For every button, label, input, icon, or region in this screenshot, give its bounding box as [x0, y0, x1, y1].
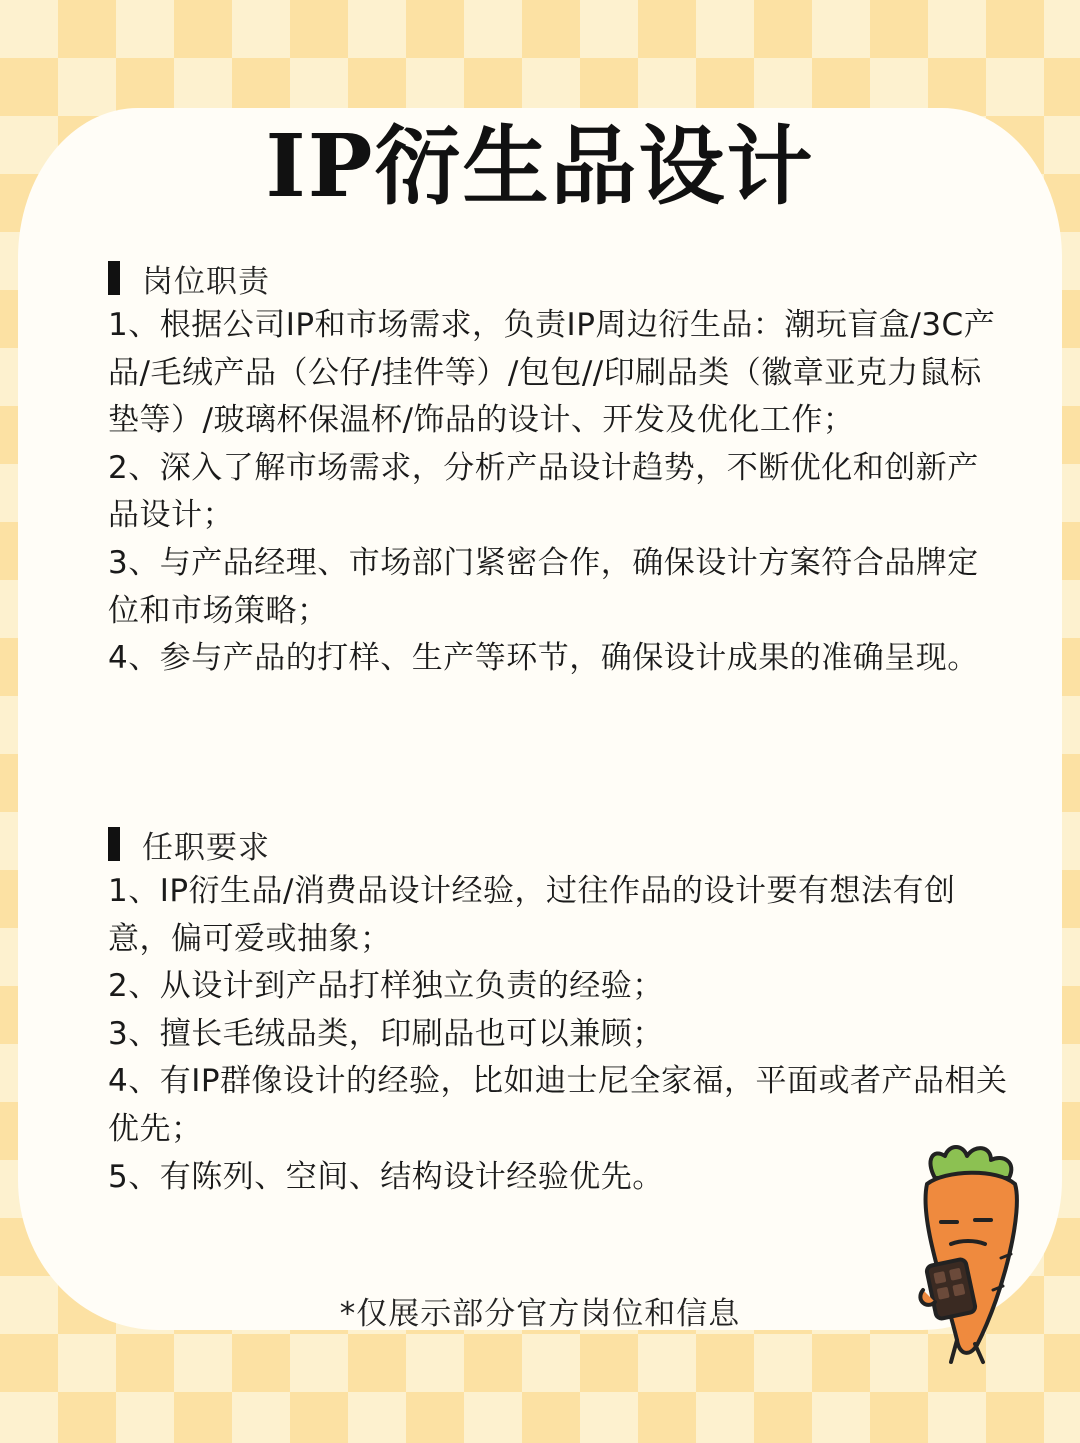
list-item: 3、与产品经理、市场部门紧密合作，确保设计方案符合品牌定位和市场策略；	[108, 544, 979, 629]
list-item: 4、有IP群像设计的经验，比如迪士尼全家福，平面或者产品相关优先；	[108, 1063, 1008, 1147]
list-item: 1、IP衍生品/消费品设计经验，过往作品的设计要有想法有创意，偏可爱或抽象；	[108, 873, 956, 957]
duties-heading	[108, 254, 1008, 302]
list-item: 3、擅长毛绒品类，印刷品也可以兼顾；	[108, 1015, 664, 1052]
heading-bar-icon	[108, 827, 120, 861]
duties-heading-text: 岗位职责	[142, 263, 270, 300]
duties-section	[108, 254, 1008, 683]
list-item: 4、参与产品的打样、生产等环节，确保设计成果的准确呈现。	[108, 640, 979, 677]
list-item: 1、根据公司IP和市场需求，负责IP周边衍生品：潮玩盲盒/3C产品/毛绒产品（公仔/挂件等）/包包//印刷品类（徽章亚克力鼠标垫等）/玻璃杯保温杯/饰品的设计、开发及优化工作；	[108, 307, 996, 439]
carrot-mascot-icon	[905, 1140, 1030, 1365]
list-item: 2、从设计到产品打样独立负责的经验；	[108, 968, 664, 1005]
footer-note: *仅展示部分官方岗位和信息	[339, 1296, 741, 1332]
duties-list	[108, 302, 1008, 683]
list-item: 2、深入了解市场需求，分析产品设计趋势，不断优化和创新产品设计；	[108, 449, 979, 534]
requirements-heading-text: 任职要求	[142, 829, 270, 866]
requirements-heading	[108, 820, 1008, 868]
heading-bar-icon	[108, 261, 120, 295]
page-title: IP衍生品设计	[265, 116, 815, 217]
list-item: 5、有陈列、空间、结构设计经验优先。	[108, 1158, 664, 1195]
requirements-section	[108, 820, 1008, 1201]
requirements-list	[108, 868, 1008, 1201]
